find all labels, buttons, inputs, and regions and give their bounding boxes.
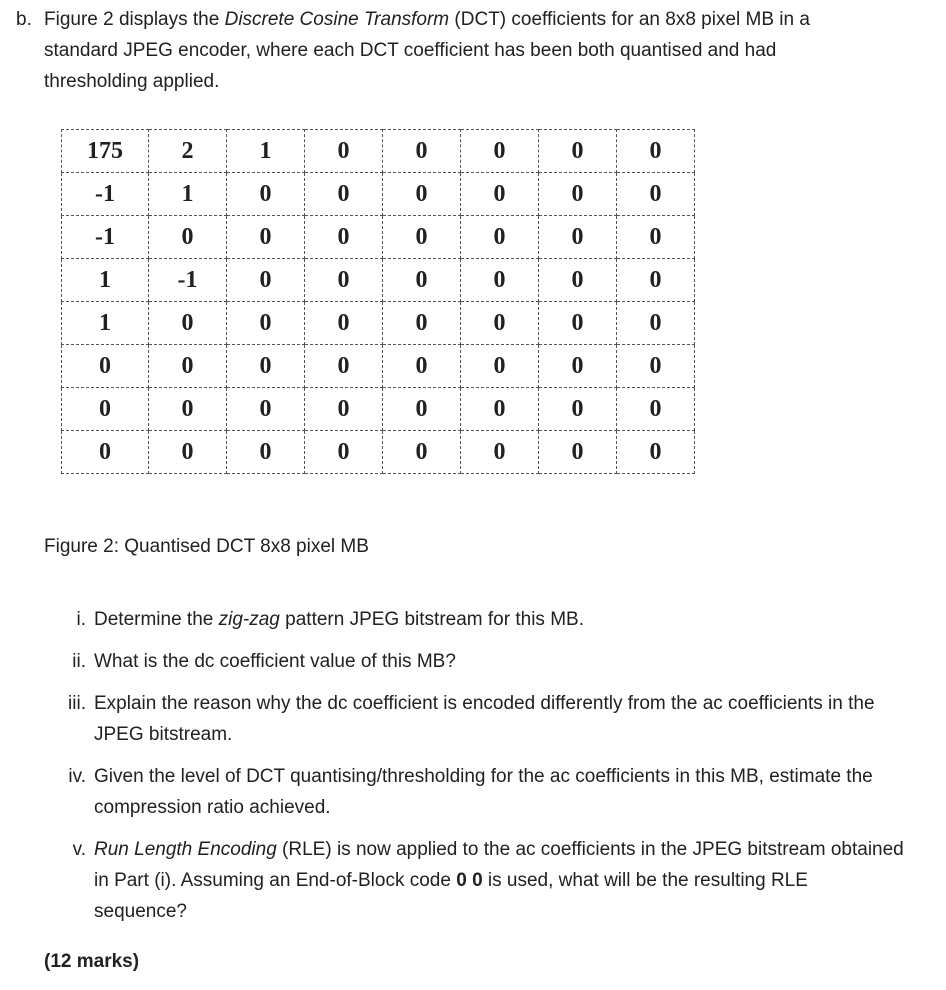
question-text: Run Length Encoding — [94, 839, 277, 860]
coefficient-cell: 0 — [461, 388, 539, 431]
coefficient-cell: 0 — [461, 130, 539, 173]
coefficient-cell: 0 — [539, 216, 617, 259]
coefficient-cell: 0 — [383, 388, 461, 431]
table-row — [62, 216, 695, 259]
coefficient-cell: 0 — [617, 302, 695, 345]
coefficient-cell: 0 — [305, 259, 383, 302]
coefficient-cell: 0 — [617, 431, 695, 474]
question-text: Determine the — [94, 609, 219, 630]
coefficient-cell: 0 — [227, 302, 305, 345]
dct-coefficient-table — [61, 129, 695, 474]
coefficient-cell: 0 — [227, 388, 305, 431]
coefficient-cell: 0 — [461, 173, 539, 216]
coefficient-cell: 0 — [383, 173, 461, 216]
intro-paragraph — [16, 4, 876, 97]
question-text: Explain the reason why the dc coefficient is encoded differently from the ac coefficients in the JPEG bitstream. — [94, 693, 875, 745]
coefficient-cell: -1 — [62, 173, 149, 216]
coefficient-cell: 0 — [539, 388, 617, 431]
coefficient-cell: 0 — [539, 302, 617, 345]
coefficient-cell: 175 — [62, 130, 149, 173]
coefficient-cell: 0 — [227, 431, 305, 474]
coefficient-cell: 0 — [383, 302, 461, 345]
coefficient-cell: 0 — [305, 130, 383, 173]
table-row — [62, 130, 695, 173]
question-item — [44, 604, 904, 635]
coefficient-cell: 0 — [617, 388, 695, 431]
marks-label: (12 marks) — [44, 951, 140, 972]
intro-pre: Figure 2 displays the — [44, 9, 225, 30]
coefficient-cell: 0 — [227, 173, 305, 216]
table-row — [62, 431, 695, 474]
coefficient-cell: 0 — [617, 216, 695, 259]
coefficient-cell: -1 — [149, 259, 227, 302]
coefficient-cell: 0 — [539, 431, 617, 474]
coefficient-cell: 0 — [149, 431, 227, 474]
question-number: v. — [72, 839, 86, 860]
coefficient-cell: 0 — [227, 345, 305, 388]
coefficient-cell: 0 — [383, 345, 461, 388]
coefficient-cell: 0 — [383, 431, 461, 474]
table-row — [62, 302, 695, 345]
coefficient-cell: 0 — [461, 431, 539, 474]
coefficient-cell: 0 — [149, 345, 227, 388]
question-text: Given the level of DCT quantising/thresholding for the ac coefficients in this MB, estimate the compression ratio achieved. — [94, 766, 873, 818]
table-row — [62, 173, 695, 216]
coefficient-cell: 1 — [227, 130, 305, 173]
question-item — [44, 688, 904, 750]
intro-text — [44, 4, 876, 97]
coefficient-cell: 0 — [383, 259, 461, 302]
coefficient-cell: 0 — [149, 388, 227, 431]
coefficient-cell: 0 — [305, 173, 383, 216]
question-text: 0 0 — [456, 870, 483, 891]
coefficient-cell: 0 — [149, 302, 227, 345]
question-item — [44, 646, 904, 677]
coefficient-cell: 0 — [539, 259, 617, 302]
coefficient-cell: 1 — [62, 302, 149, 345]
question-text: pattern JPEG bitstream for this MB. — [279, 609, 584, 630]
coefficient-cell: 0 — [539, 345, 617, 388]
coefficient-cell: 0 — [617, 130, 695, 173]
coefficient-cell: 0 — [461, 302, 539, 345]
question-item — [44, 761, 904, 823]
figure-caption: Figure 2: Quantised DCT 8x8 pixel MB — [44, 536, 369, 557]
coefficient-cell: 0 — [305, 302, 383, 345]
coefficient-cell: 0 — [227, 216, 305, 259]
table-row — [62, 259, 695, 302]
question-number: ii. — [72, 651, 86, 672]
coefficient-cell: 0 — [227, 259, 305, 302]
coefficient-cell: 0 — [461, 259, 539, 302]
coefficient-cell: 0 — [305, 345, 383, 388]
coefficient-cell: 0 — [62, 431, 149, 474]
coefficient-cell: 0 — [62, 345, 149, 388]
coefficient-cell: 2 — [149, 130, 227, 173]
question-text: is used, what will be the resulting RLE sequence? — [94, 870, 808, 922]
question-label: b. — [16, 9, 32, 30]
coefficient-cell: 0 — [305, 431, 383, 474]
coefficient-cell: 0 — [383, 130, 461, 173]
question-number: iii. — [68, 693, 86, 714]
question-text: What is the dc coefficient value of this MB? — [94, 651, 456, 672]
coefficient-cell: 1 — [62, 259, 149, 302]
intro-post: (DCT) coefficients for an 8x8 pixel MB in a standard JPEG encoder, where each DCT coefficient has been both quantised and had thresholding applied. — [44, 9, 810, 92]
coefficient-cell: 0 — [305, 388, 383, 431]
coefficient-cell: 0 — [617, 259, 695, 302]
coefficient-cell: 0 — [149, 216, 227, 259]
coefficient-cell: 0 — [62, 388, 149, 431]
coefficient-cell: 0 — [539, 173, 617, 216]
table-row — [62, 388, 695, 431]
coefficient-cell: 0 — [305, 216, 383, 259]
coefficient-cell: 0 — [461, 345, 539, 388]
coefficient-cell: 0 — [461, 216, 539, 259]
coefficient-cell: 0 — [617, 173, 695, 216]
coefficient-cell: -1 — [62, 216, 149, 259]
intro-term: Discrete Cosine Transform — [224, 9, 450, 30]
coefficient-cell: 0 — [539, 130, 617, 173]
question-text: zig-zag — [218, 609, 280, 630]
question-text: (RLE) is now applied to the ac coefficients in the JPEG bitstream obtained in Part (i). Assuming an End-of-Block code — [94, 839, 904, 891]
coefficient-cell: 0 — [617, 345, 695, 388]
question-number: iv. — [68, 766, 86, 787]
question-list — [44, 604, 904, 938]
coefficient-cell: 0 — [383, 216, 461, 259]
table-row — [62, 345, 695, 388]
question-number: i. — [76, 609, 86, 630]
question-item — [44, 834, 904, 927]
coefficient-cell: 1 — [149, 173, 227, 216]
